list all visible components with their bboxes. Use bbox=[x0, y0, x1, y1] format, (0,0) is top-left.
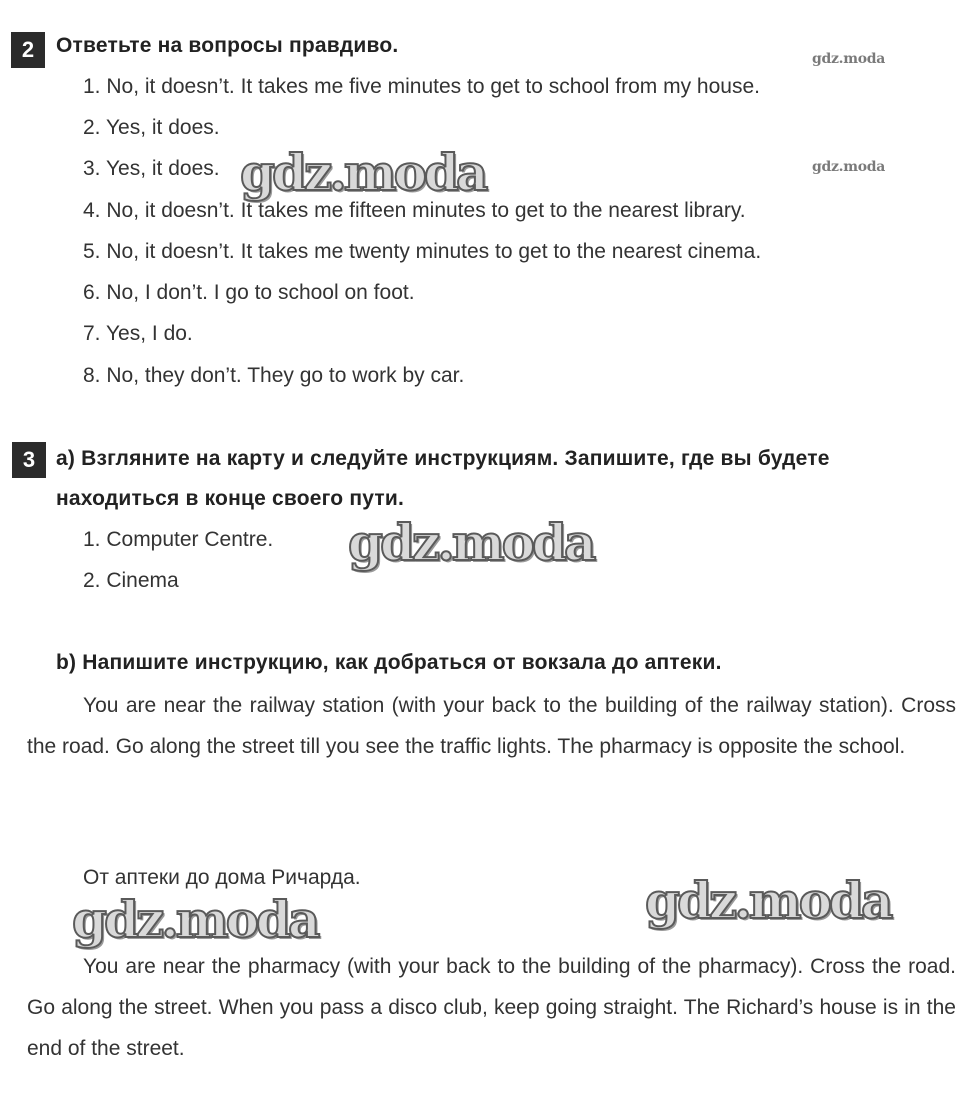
subtask-heading: b) Напишите инструкцию, как добраться от вокзала до аптеки. bbox=[56, 651, 722, 674]
route-title: От аптеки до дома Ричарда. bbox=[83, 866, 361, 889]
answer-item: 6. No, I don’t. I go to school on foot. bbox=[83, 281, 415, 304]
answer-item: 5. No, it doesn’t. It takes me twenty minutes to get to the nearest cinema. bbox=[83, 240, 762, 263]
answer-item: 8. No, they don’t. They go to work by car. bbox=[83, 364, 465, 387]
answer-item: 4. No, it doesn’t. It takes me fifteen minutes to get to the nearest library. bbox=[83, 199, 746, 222]
task-heading: Ответьте на вопросы правдиво. bbox=[56, 34, 399, 57]
task-heading: а) Взгляните на карту и следуйте инструкциям. Запишите, где вы будете bbox=[56, 447, 830, 470]
task-number-badge: 3 bbox=[12, 442, 46, 478]
answer-item: 7. Yes, I do. bbox=[83, 322, 193, 345]
watermark-logo: gdz.moda bbox=[348, 513, 594, 572]
watermark-logo: gdz.moda bbox=[72, 890, 318, 949]
answer-item: 2. Cinema bbox=[83, 569, 179, 592]
answer-item: 2. Yes, it does. bbox=[83, 116, 220, 139]
task-number-badge: 2 bbox=[11, 32, 45, 68]
watermark-logo: gdz.moda bbox=[812, 159, 886, 175]
answer-item: 3. Yes, it does. bbox=[83, 157, 220, 180]
task-heading-continued: находиться в конце своего пути. bbox=[56, 487, 404, 510]
watermark-logo: gdz.moda bbox=[645, 871, 891, 930]
answer-item: 1. Computer Centre. bbox=[83, 528, 274, 551]
watermark-logo: gdz.moda bbox=[812, 51, 886, 67]
watermark-logo: gdz.moda bbox=[240, 143, 486, 202]
instruction-paragraph: You are near the pharmacy (with your back to the building of the pharmacy). Cross the road. Go along the street. When you pass a disco club, keep going straight. The Richard’s house is in the end of the street. bbox=[27, 955, 956, 1060]
instruction-paragraph: You are near the railway station (with your back to the building of the railway station). Cross the road. Go along the street till you see the traffic lights. The pharmacy is opposite the school. bbox=[27, 694, 956, 758]
answer-item: 1. No, it doesn’t. It takes me five minutes to get to school from my house. bbox=[83, 75, 760, 98]
